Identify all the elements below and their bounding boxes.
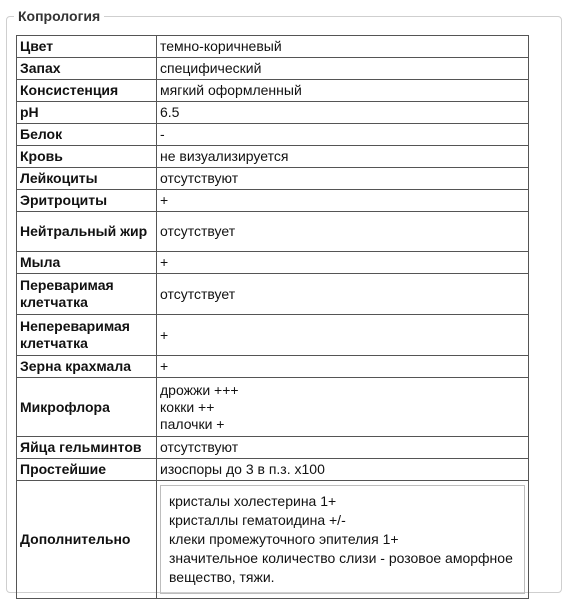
- row-value-starch: +: [157, 356, 529, 378]
- row-value-indigestible-fiber: +: [157, 315, 529, 356]
- table-row: [17, 124, 529, 146]
- row-key-protozoa: Простейшие: [17, 459, 157, 481]
- row-value-protein: -: [157, 124, 529, 146]
- row-key-consistency: Консистенция: [17, 80, 157, 102]
- row-key-neutral-fat: Нейтральный жир: [17, 212, 157, 252]
- row-value-additional: [157, 481, 529, 599]
- row-value-soaps: +: [157, 252, 529, 274]
- row-key-indigestible-fiber: Непереваримая клетчатка: [17, 315, 157, 356]
- additional-line: значительное количество слизи - розовое аморфное вещество, тяжи.: [169, 550, 513, 585]
- additional-notes-box: [160, 485, 525, 594]
- row-value-leukocytes: отсутствуют: [157, 168, 529, 190]
- row-key-microflora: Микрофлора: [17, 378, 157, 437]
- table-row: [17, 252, 529, 274]
- row-key-protein: Белок: [17, 124, 157, 146]
- row-key-leukocytes: Лейкоциты: [17, 168, 157, 190]
- table-row: [17, 459, 529, 481]
- table-row: [17, 356, 529, 378]
- row-key-color: Цвет: [17, 36, 157, 58]
- table-row: [17, 80, 529, 102]
- additional-line: кристаллы гематоидина +/-: [169, 512, 346, 528]
- row-key-helminth-eggs: Яйца гельминтов: [17, 437, 157, 459]
- table-row: [17, 212, 529, 252]
- row-value-microflora: [157, 378, 529, 437]
- microflora-line: кокки ++: [160, 398, 215, 415]
- table-row: [17, 168, 529, 190]
- section-title: Копрология: [14, 8, 104, 24]
- additional-line: кристалы холестерина 1+: [169, 493, 337, 509]
- row-value-protozoa: изоспоры до 3 в п.з. х100: [157, 459, 529, 481]
- microflora-line: дрожжи +++: [160, 381, 239, 398]
- row-key-blood: Кровь: [17, 146, 157, 168]
- row-key-ph: pH: [17, 102, 157, 124]
- row-value-ph: 6.5: [157, 102, 529, 124]
- row-value-neutral-fat: отсутствует: [157, 212, 529, 252]
- table-row: [17, 315, 529, 356]
- table-row: [17, 274, 529, 315]
- table-row: [17, 378, 529, 437]
- row-value-color: темно-коричневый: [157, 36, 529, 58]
- table-row: [17, 437, 529, 459]
- table-row: [17, 58, 529, 80]
- results-table: [16, 35, 529, 599]
- row-key-soaps: Мыла: [17, 252, 157, 274]
- table-row: [17, 146, 529, 168]
- row-value-digestible-fiber: отсутствует: [157, 274, 529, 315]
- row-key-additional: Дополнительно: [17, 481, 157, 599]
- microflora-line: палочки +: [160, 415, 225, 432]
- row-value-blood: не визуализируется: [157, 146, 529, 168]
- row-value-erythrocytes: +: [157, 190, 529, 212]
- row-key-odor: Запах: [17, 58, 157, 80]
- row-key-erythrocytes: Эритроциты: [17, 190, 157, 212]
- row-value-helminth-eggs: отсутствуют: [157, 437, 529, 459]
- table-row: [17, 36, 529, 58]
- row-key-digestible-fiber: Переваримая клетчатка: [17, 274, 157, 315]
- row-key-starch: Зерна крахмала: [17, 356, 157, 378]
- table-row: [17, 102, 529, 124]
- row-value-consistency: мягкий оформленный: [157, 80, 529, 102]
- table-row: [17, 481, 529, 599]
- table-row: [17, 190, 529, 212]
- row-value-odor: специфический: [157, 58, 529, 80]
- additional-line: клеки промежуточного эпителия 1+: [169, 531, 399, 547]
